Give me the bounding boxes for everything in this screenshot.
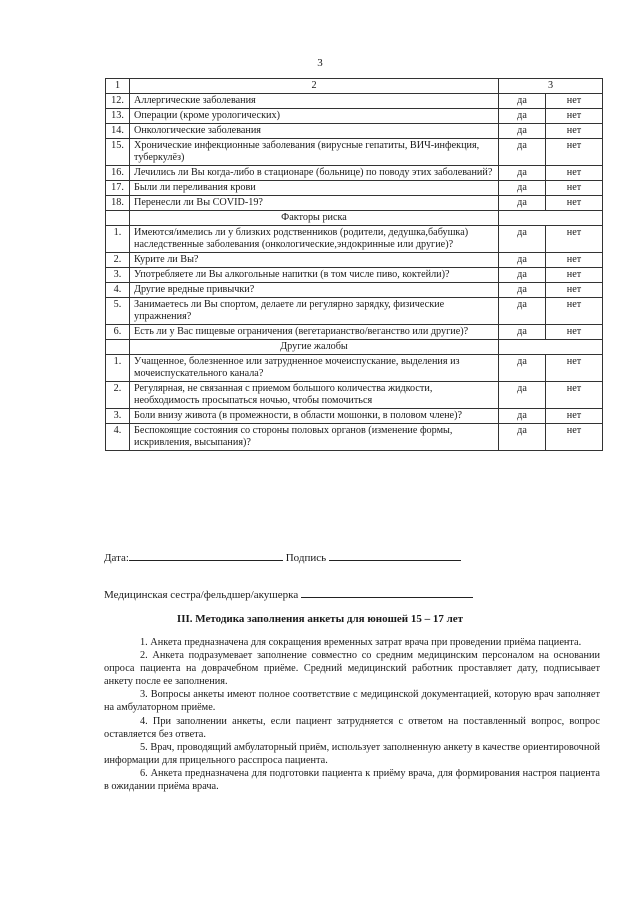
header-col-2: 2 — [130, 79, 499, 94]
answer-yes[interactable]: да — [499, 253, 546, 268]
table-row — [106, 409, 603, 424]
section-heading: III. Методика заполнения анкеты для юношей 15 – 17 лет — [176, 613, 464, 625]
answer-yes[interactable]: да — [499, 268, 546, 283]
table-row — [106, 94, 603, 109]
answer-yes[interactable]: да — [499, 94, 546, 109]
answer-yes[interactable]: да — [499, 124, 546, 139]
answer-yes[interactable]: да — [499, 355, 546, 382]
date-signature-line — [104, 550, 461, 564]
question-number: 1. — [106, 355, 130, 382]
question-number: 4. — [106, 424, 130, 451]
question-text: Онкологические заболевания — [130, 124, 499, 139]
answer-no[interactable]: нет — [546, 298, 603, 325]
question-number: 5. — [106, 298, 130, 325]
answer-yes[interactable]: да — [499, 409, 546, 424]
answer-no[interactable]: нет — [546, 409, 603, 424]
table-row — [106, 196, 603, 211]
signature-label: Подпись — [285, 552, 327, 564]
paragraph: 2. Анкета подразумевает заполнение совместно со средним медицинским персоналом на основании опроса пациента на доврачебном приёме. Средний медицинский работник проставляет дату, подписывает анкету после ее заполнения. — [104, 650, 600, 688]
question-text: Регулярная, не связанная с приемом большого количества жидкости, необходимость просыпаться ночью, чтобы помочиться — [130, 382, 499, 409]
section-empty-cell — [106, 340, 130, 355]
question-number: 15. — [106, 139, 130, 166]
answer-yes[interactable]: да — [499, 382, 546, 409]
table-row — [106, 253, 603, 268]
question-number: 2. — [106, 253, 130, 268]
question-number: 16. — [106, 166, 130, 181]
section-empty-cell — [499, 211, 603, 226]
paragraph: 5. Врач, проводящий амбулаторный приём, использует заполненную анкету в качестве ориентировочной информации для прицельного расспроса пациента. — [104, 741, 600, 766]
question-number: 3. — [106, 268, 130, 283]
table-row — [106, 124, 603, 139]
section-risk-factors-row — [106, 211, 603, 226]
table-row — [106, 166, 603, 181]
section-other-complaints-title: Другие жалобы — [130, 340, 499, 355]
question-text: Употребляете ли Вы алкогольные напитки (в том числе пиво, коктейли)? — [130, 268, 499, 283]
answer-yes[interactable]: да — [499, 181, 546, 196]
answer-yes[interactable]: да — [499, 424, 546, 451]
question-text: Беспокоящие состояния со стороны половых органов (изменение формы, искривления, высыпания)? — [130, 424, 499, 451]
header-col-1: 1 — [106, 79, 130, 94]
question-text: Боли внизу живота (в промежности, в области мошонки, в половом члене)? — [130, 409, 499, 424]
question-number: 1. — [106, 226, 130, 253]
question-text: Хронические инфекционные заболевания (вирусные гепатиты, ВИЧ-инфекция, туберкулёз) — [130, 139, 499, 166]
nurse-blank[interactable] — [301, 587, 473, 598]
answer-yes[interactable]: да — [499, 109, 546, 124]
answer-no[interactable]: нет — [546, 139, 603, 166]
signature-blank[interactable] — [329, 550, 461, 561]
question-text: Имеются/имелись ли у близких родственников (родители, дедушка,бабушка) наследственные заболевания (онкологические,эндокринные или другие)? — [130, 226, 499, 253]
question-number: 3. — [106, 409, 130, 424]
answer-no[interactable]: нет — [546, 166, 603, 181]
answer-yes[interactable]: да — [499, 166, 546, 181]
table-row — [106, 424, 603, 451]
table-row — [106, 298, 603, 325]
date-label: Дата: — [104, 552, 129, 564]
instructions — [104, 636, 600, 793]
answer-yes[interactable]: да — [499, 283, 546, 298]
paragraph: 1. Анкета предназначена для сокращения временных затрат врача при проведении приёма пациента. — [140, 637, 582, 648]
table-row — [106, 268, 603, 283]
paragraph: 6. Анкета предназначена для подготовки пациента к приёму врача, для формирования настроя пациента в ожидании приёма врача. — [104, 767, 600, 793]
question-number: 6. — [106, 325, 130, 340]
question-number: 17. — [106, 181, 130, 196]
answer-no[interactable]: нет — [546, 109, 603, 124]
answer-no[interactable]: нет — [546, 181, 603, 196]
question-text: Аллергические заболевания — [130, 94, 499, 109]
question-text: Учащенное, болезненное или затрудненное мочеиспускание, выделения из мочеиспускательного канала? — [130, 355, 499, 382]
answer-yes[interactable]: да — [499, 226, 546, 253]
header-col-3: 3 — [499, 79, 603, 94]
table-row — [106, 325, 603, 340]
section-risk-factors-title: Факторы риска — [130, 211, 499, 226]
table-row — [106, 382, 603, 409]
table-header-row — [106, 79, 603, 94]
section-empty-cell — [499, 340, 603, 355]
answer-no[interactable]: нет — [546, 283, 603, 298]
answer-no[interactable]: нет — [546, 124, 603, 139]
table-row — [106, 139, 603, 166]
question-text: Были ли переливания крови — [130, 181, 499, 196]
date-blank[interactable] — [129, 550, 283, 561]
question-number: 13. — [106, 109, 130, 124]
question-text: Лечились ли Вы когда-либо в стационаре (больнице) по поводу этих заболеваний? — [130, 166, 499, 181]
question-number: 14. — [106, 124, 130, 139]
question-text: Перенесли ли Вы COVID-19? — [130, 196, 499, 211]
paragraph: 3. Вопросы анкеты имеют полное соответствие с медицинской документацией, которую врач заполняет на амбулаторном приёме. — [104, 689, 600, 714]
answer-no[interactable]: нет — [546, 196, 603, 211]
answer-yes[interactable]: да — [499, 196, 546, 211]
questionnaire-table — [105, 78, 603, 451]
question-number: 2. — [106, 382, 130, 409]
answer-no[interactable]: нет — [546, 268, 603, 283]
question-text: Есть ли у Вас пищевые ограничения (вегетарианство/веганство или другие)? — [130, 325, 499, 340]
answer-yes[interactable]: да — [499, 139, 546, 166]
table-row — [106, 283, 603, 298]
nurse-signature-line — [104, 587, 473, 601]
question-text: Другие вредные привычки? — [130, 283, 499, 298]
answer-no[interactable]: нет — [546, 424, 603, 451]
answer-yes[interactable]: да — [499, 325, 546, 340]
section-other-complaints-row — [106, 340, 603, 355]
section-empty-cell — [106, 211, 130, 226]
table-row — [106, 226, 603, 253]
nurse-label: Медицинская сестра/фельдшер/акушерка — [104, 589, 299, 601]
answer-no[interactable]: нет — [546, 382, 603, 409]
answer-no[interactable]: нет — [546, 355, 603, 382]
question-number: 18. — [106, 196, 130, 211]
question-number: 4. — [106, 283, 130, 298]
question-text: Операции (кроме урологических) — [130, 109, 499, 124]
answer-no[interactable]: нет — [546, 226, 603, 253]
answer-yes[interactable]: да — [499, 298, 546, 325]
table-row — [106, 181, 603, 196]
question-text: Курите ли Вы? — [130, 253, 499, 268]
question-number: 12. — [106, 94, 130, 109]
page-number: 3 — [317, 57, 323, 69]
answer-no[interactable]: нет — [546, 94, 603, 109]
paragraph: 4. При заполнении анкеты, если пациент затрудняется с ответом на поставленный вопрос, вопрос оставляется без ответа. — [104, 715, 600, 740]
question-text: Занимаетесь ли Вы спортом, делаете ли регулярно зарядку, физические упражнения? — [130, 298, 499, 325]
answer-no[interactable]: нет — [546, 325, 603, 340]
table-row — [106, 109, 603, 124]
answer-no[interactable]: нет — [546, 253, 603, 268]
table-row — [106, 355, 603, 382]
